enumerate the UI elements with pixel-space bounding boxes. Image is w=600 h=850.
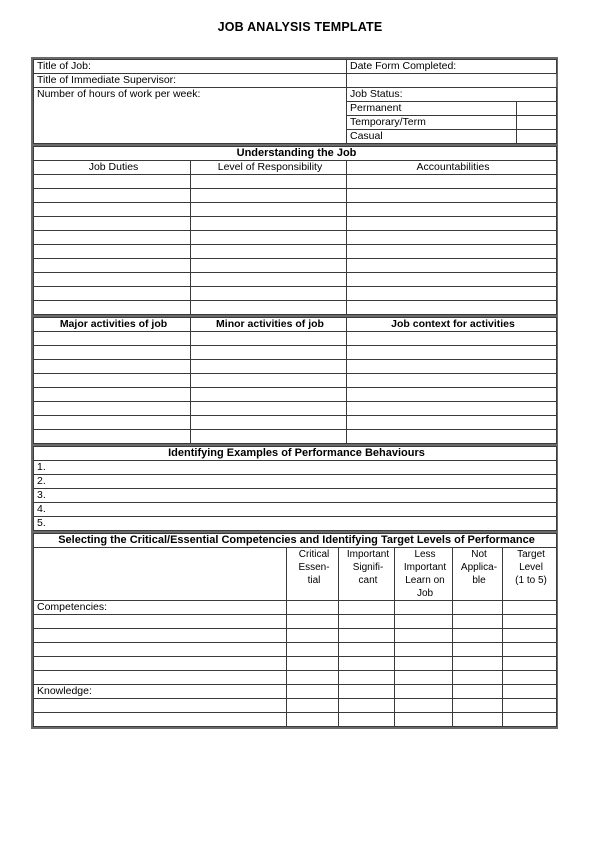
table-cell-input[interactable] — [395, 699, 453, 713]
column-header-major-activities: Major activities of job — [34, 318, 191, 332]
table-row — [34, 175, 557, 189]
table-cell-input[interactable] — [191, 402, 347, 416]
table-cell-input[interactable] — [339, 657, 395, 671]
column-header-line: Not — [471, 549, 487, 560]
table-cell-input[interactable] — [503, 643, 557, 657]
performance-behaviour-item-4[interactable]: 4. — [34, 503, 557, 517]
table-row — [34, 217, 557, 231]
table-row — [34, 615, 557, 629]
section-title-competencies: Selecting the Critical/Essential Competencies and Identifying Target Levels of Performance — [34, 534, 557, 548]
column-header-line: Applica- — [460, 562, 498, 573]
table-row — [34, 301, 557, 315]
rating-cell[interactable] — [287, 601, 339, 615]
date-form-completed-field[interactable]: Date Form Completed: — [347, 60, 557, 74]
table-row — [34, 259, 557, 273]
column-header-line: tial — [307, 575, 321, 586]
table-cell-input[interactable] — [339, 629, 395, 643]
competencies-table — [33, 533, 557, 727]
table-cell-input[interactable] — [191, 287, 347, 301]
rating-cell[interactable] — [395, 601, 453, 615]
table-cell-input[interactable] — [347, 388, 557, 402]
table-cell-input[interactable] — [191, 217, 347, 231]
column-header-line: Level — [519, 562, 543, 573]
table-cell-input[interactable] — [395, 629, 453, 643]
table-cell-input[interactable] — [287, 643, 339, 657]
table-cell-input[interactable] — [347, 430, 557, 444]
table-cell-input[interactable] — [191, 273, 347, 287]
table-cell-input[interactable] — [395, 713, 453, 727]
job-status-option-temporary: Temporary/Term — [347, 116, 517, 130]
table-cell-input[interactable] — [347, 217, 557, 231]
section-title-understanding-the-job: Understanding the Job — [34, 147, 557, 161]
table-cell-input[interactable] — [503, 629, 557, 643]
competencies-name-column-header — [34, 548, 287, 601]
table-row — [34, 203, 557, 217]
table-cell-input[interactable] — [191, 301, 347, 315]
column-header-job-duties: Job Duties — [34, 161, 191, 175]
table-cell-input[interactable] — [34, 189, 191, 203]
table-cell-input[interactable] — [339, 699, 395, 713]
table-cell-input[interactable] — [191, 374, 347, 388]
table-row — [34, 74, 557, 88]
table-cell-input[interactable] — [191, 245, 347, 259]
table-cell-input[interactable] — [453, 657, 503, 671]
column-header-job-context: Job context for activities — [347, 318, 557, 332]
table-cell-input[interactable] — [191, 430, 347, 444]
performance-behaviour-item-1[interactable]: 1. — [34, 461, 557, 475]
title-of-job-field[interactable]: Title of Job: — [34, 60, 347, 74]
title-of-supervisor-field[interactable]: Title of Immediate Supervisor: — [34, 74, 347, 88]
table-cell-input[interactable] — [395, 671, 453, 685]
table-cell-input[interactable] — [34, 245, 191, 259]
job-status-option-permanent: Permanent — [347, 102, 517, 116]
column-header-line: Less — [414, 549, 436, 560]
table-cell-input[interactable] — [453, 643, 503, 657]
performance-behaviour-item-3[interactable]: 3. — [34, 489, 557, 503]
rating-cell[interactable] — [287, 685, 339, 699]
job-status-label: Job Status: — [347, 88, 557, 102]
table-cell-input[interactable] — [339, 713, 395, 727]
table-cell-input[interactable] — [191, 203, 347, 217]
table-row — [34, 657, 557, 671]
table-row — [34, 332, 557, 346]
column-header-not-applicable — [453, 548, 503, 601]
hours-per-week-field[interactable]: Number of hours of work per week: — [34, 88, 347, 144]
form-container — [31, 57, 558, 729]
column-header-line: Important — [346, 549, 390, 560]
table-cell-input[interactable] — [347, 189, 557, 203]
table-row — [34, 447, 557, 461]
table-row — [34, 671, 557, 685]
table-row — [34, 273, 557, 287]
job-status-checkbox-temporary[interactable] — [517, 116, 557, 130]
table-row — [34, 388, 557, 402]
table-cell-input[interactable] — [191, 360, 347, 374]
column-header-accountabilities: Accountabilities — [347, 161, 557, 175]
table-cell-input[interactable] — [34, 217, 191, 231]
table-cell-input[interactable] — [347, 259, 557, 273]
table-cell-input[interactable] — [34, 657, 287, 671]
table-cell-input[interactable] — [347, 301, 557, 315]
table-cell-input[interactable] — [503, 713, 557, 727]
activities-table — [33, 317, 557, 444]
table-row — [34, 346, 557, 360]
table-cell-input[interactable] — [191, 259, 347, 273]
column-header-target-level — [503, 548, 557, 601]
table-row — [34, 685, 557, 699]
table-cell-input[interactable] — [191, 388, 347, 402]
table-cell-input[interactable] — [191, 231, 347, 245]
table-cell-input[interactable] — [191, 416, 347, 430]
table-cell-input[interactable] — [34, 643, 287, 657]
rating-cell[interactable] — [339, 685, 395, 699]
table-row — [34, 374, 557, 388]
column-header-level-of-responsibility: Level of Responsibility — [191, 161, 347, 175]
rating-cell[interactable] — [395, 685, 453, 699]
table-cell-input[interactable] — [34, 346, 191, 360]
table-cell-input[interactable] — [347, 416, 557, 430]
table-cell-input[interactable] — [34, 301, 191, 315]
table-cell-input[interactable] — [503, 615, 557, 629]
table-cell-input[interactable] — [347, 273, 557, 287]
table-row — [34, 402, 557, 416]
table-cell-input[interactable] — [287, 629, 339, 643]
table-cell-input[interactable] — [34, 713, 287, 727]
table-cell-input[interactable] — [339, 671, 395, 685]
table-cell-input[interactable] — [34, 175, 191, 189]
column-header-less-important — [395, 548, 453, 601]
table-cell-input[interactable] — [395, 643, 453, 657]
job-status-option-casual: Casual — [347, 130, 517, 144]
column-header-critical-essential — [287, 548, 339, 601]
table-cell-input[interactable] — [503, 671, 557, 685]
table-row — [34, 161, 557, 175]
page-title: JOB ANALYSIS TEMPLATE — [217, 20, 383, 34]
table-cell-input[interactable] — [34, 671, 287, 685]
table-cell-input[interactable] — [34, 430, 191, 444]
table-cell-input[interactable] — [191, 346, 347, 360]
rating-cell[interactable] — [339, 601, 395, 615]
performance-behaviour-item-5[interactable]: 5. — [34, 517, 557, 531]
table-row — [34, 147, 557, 161]
table-cell-input[interactable] — [34, 273, 191, 287]
performance-behaviours-table — [33, 446, 557, 531]
table-cell-input[interactable] — [453, 699, 503, 713]
job-status-checkbox-casual[interactable] — [517, 130, 557, 144]
table-cell-input[interactable] — [395, 615, 453, 629]
performance-behaviours-block — [31, 446, 558, 533]
table-cell-input[interactable] — [34, 231, 191, 245]
column-header-line: Target — [517, 549, 545, 560]
understanding-the-job-table — [33, 146, 557, 315]
table-row — [34, 503, 557, 517]
table-cell-input[interactable] — [347, 203, 557, 217]
table-cell-input[interactable] — [34, 388, 191, 402]
table-row — [34, 699, 557, 713]
column-header-important-significant — [339, 548, 395, 601]
table-cell-input[interactable] — [191, 189, 347, 203]
table-row — [34, 318, 557, 332]
table-cell-input[interactable] — [34, 259, 191, 273]
performance-behaviour-item-2[interactable]: 2. — [34, 475, 557, 489]
activities-block — [31, 317, 558, 446]
column-header-minor-activities: Minor activities of job — [191, 318, 347, 332]
table-row — [34, 475, 557, 489]
rating-cell[interactable] — [453, 601, 503, 615]
table-cell-input[interactable] — [34, 203, 191, 217]
table-row — [34, 548, 557, 601]
rating-cell[interactable] — [503, 601, 557, 615]
table-cell-input[interactable] — [453, 671, 503, 685]
table-row — [34, 489, 557, 503]
table-cell-input[interactable] — [34, 615, 287, 629]
table-cell-input[interactable] — [347, 245, 557, 259]
table-cell-input[interactable] — [34, 402, 191, 416]
table-cell-input[interactable] — [347, 287, 557, 301]
table-cell-input[interactable] — [347, 346, 557, 360]
table-cell-input[interactable] — [339, 643, 395, 657]
table-row — [34, 245, 557, 259]
job-status-checkbox-permanent[interactable] — [517, 102, 557, 116]
table-row — [34, 430, 557, 444]
table-row — [34, 231, 557, 245]
table-cell-input[interactable] — [503, 657, 557, 671]
table-cell-input[interactable] — [453, 713, 503, 727]
table-cell-input[interactable] — [287, 657, 339, 671]
table-row — [34, 643, 557, 657]
table-cell-input[interactable] — [347, 175, 557, 189]
table-row — [34, 60, 557, 74]
table-cell-input[interactable] — [191, 175, 347, 189]
table-cell-input[interactable] — [347, 360, 557, 374]
table-cell-input[interactable] — [339, 615, 395, 629]
table-row — [34, 189, 557, 203]
column-header-line: Essen- — [298, 562, 330, 573]
knowledge-label: Knowledge: — [34, 685, 287, 699]
table-cell-input[interactable] — [191, 332, 347, 346]
table-cell-input[interactable] — [453, 615, 503, 629]
table-row — [34, 534, 557, 548]
rating-cell[interactable] — [503, 685, 557, 699]
table-cell-input[interactable] — [34, 416, 191, 430]
table-cell-input[interactable] — [347, 332, 557, 346]
job-header-block — [31, 57, 558, 146]
column-header-line: Signifi- — [352, 562, 384, 573]
competencies-block — [31, 533, 558, 729]
table-row — [34, 416, 557, 430]
table-cell-input[interactable] — [287, 671, 339, 685]
column-header-line: Important — [403, 562, 447, 573]
table-cell-input[interactable] — [503, 699, 557, 713]
table-cell-input[interactable] — [395, 657, 453, 671]
column-header-line: Critical — [298, 549, 330, 560]
understanding-the-job-block — [31, 146, 558, 317]
table-row — [34, 713, 557, 727]
table-cell-input[interactable] — [287, 713, 339, 727]
table-row — [34, 629, 557, 643]
table-cell-input[interactable] — [453, 629, 503, 643]
section-title-performance-behaviours: Identifying Examples of Performance Behaviours — [34, 447, 557, 461]
table-row — [34, 461, 557, 475]
table-row — [34, 287, 557, 301]
competencies-label: Competencies: — [34, 601, 287, 615]
table-row — [34, 88, 557, 102]
rating-cell[interactable] — [453, 685, 503, 699]
column-header-line: (1 to 5) — [515, 575, 547, 586]
column-header-line: Job — [416, 588, 434, 599]
table-cell-input[interactable] — [347, 231, 557, 245]
table-cell-input[interactable] — [287, 615, 339, 629]
table-cell-input[interactable] — [34, 287, 191, 301]
table-cell-input[interactable] — [347, 374, 557, 388]
table-cell-input[interactable] — [34, 629, 287, 643]
column-header-line: ble — [472, 575, 486, 586]
table-row — [34, 360, 557, 374]
table-cell-input[interactable] — [34, 332, 191, 346]
table-cell-input[interactable] — [347, 402, 557, 416]
job-header-table — [33, 59, 557, 144]
table-row — [34, 601, 557, 615]
table-cell-input[interactable] — [34, 374, 191, 388]
table-row — [34, 517, 557, 531]
table-cell-input[interactable] — [34, 699, 287, 713]
column-header-line: cant — [358, 575, 378, 586]
column-header-line: Learn on — [405, 575, 445, 586]
table-cell-input[interactable] — [287, 699, 339, 713]
table-cell-input[interactable] — [34, 360, 191, 374]
